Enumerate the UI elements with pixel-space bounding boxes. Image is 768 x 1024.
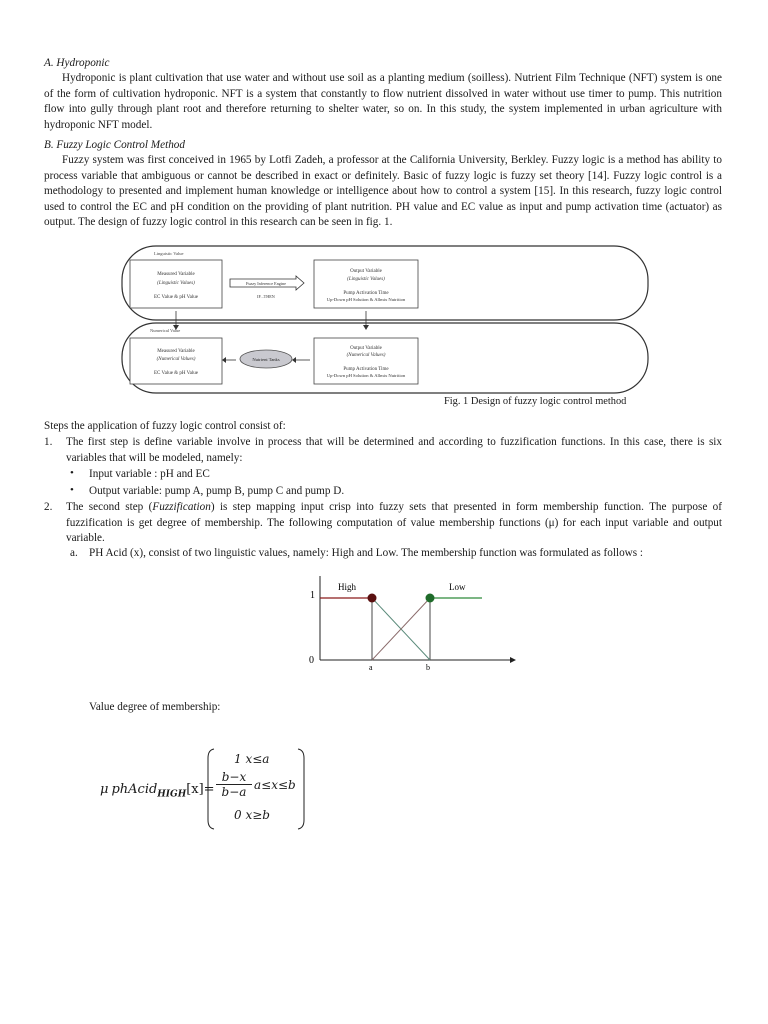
linguistic-label: Linguistic Value bbox=[154, 251, 184, 256]
formula-case2-numerator: b−x bbox=[216, 770, 252, 785]
formula-lhs bbox=[100, 782, 215, 800]
fuzzy-control-diagram bbox=[118, 243, 658, 395]
point-b bbox=[426, 594, 435, 603]
tr-line4: Up-Down pH Solution & Allmix Nutrition bbox=[326, 297, 406, 302]
br-line2: (Numerical Values) bbox=[346, 353, 386, 358]
formula-subscript: HIGH bbox=[157, 789, 187, 800]
section-b-heading: B. Fuzzy Logic Control Method bbox=[44, 139, 185, 151]
step2-text bbox=[66, 500, 722, 547]
membership-function-chart bbox=[300, 570, 520, 678]
bullet-2-glyph: • bbox=[70, 484, 74, 496]
formula-case3: 0 x≥b bbox=[234, 808, 270, 822]
step1-number: 1. bbox=[44, 436, 53, 448]
inference-sublabel: IF...THEN bbox=[257, 294, 275, 299]
value-degree-label: Value degree of membership: bbox=[89, 701, 221, 713]
bullet-2-text: Output variable: pump A, pump B, pump C and pump D. bbox=[89, 485, 345, 497]
x-label-b: b bbox=[426, 663, 430, 672]
y-label-zero: 0 bbox=[309, 655, 314, 666]
formula-mu: μ bbox=[100, 782, 109, 797]
step1-text: The first step is define variable involve in process that will be determined and according to fuzzification functions. In this case, there is six variables that will be modeled, namely: bbox=[66, 436, 722, 464]
section-b-text: Fuzzy system was first conceived in 1965 by Lotfi Zadeh, a professor at the California University, Berkley. Fuzzy logic is a method has ability to process variable that ambiguous or cannot be described in exact or definitely. Basic of fuzzy logic is fuzzy set theory [14]. Fuzzy logic control is a methodology to presented and implement human knowledge or intelligence about how to control a system [15]. In this research, fuzzy logic control used to control the EC and pH condition on the providing of plant nutrition. PH value and EC value as input and pump activation time (actuator) as output. The design of fuzzy logic control in this research can be seen in fig. 1. bbox=[44, 154, 722, 229]
right-paren bbox=[296, 748, 306, 830]
tr-line2: (Linguistic Values) bbox=[347, 277, 385, 282]
left-paren bbox=[206, 748, 216, 830]
step2-pre: The second step ( bbox=[66, 501, 153, 513]
bl-line1: Measured Variable bbox=[157, 349, 195, 354]
numerical-label: Numerical Value bbox=[150, 328, 181, 333]
steps-intro: Steps the application of fuzzy logic control consist of: bbox=[44, 420, 286, 432]
tr-line1: Output Variable bbox=[350, 269, 382, 274]
step2-number: 2. bbox=[44, 501, 53, 513]
formula-case1: 1 x≤a bbox=[234, 752, 270, 766]
down-arrow-right-head bbox=[363, 325, 369, 330]
step2-italic: Fuzzification bbox=[152, 501, 211, 513]
br-line4: Up-Down pH Solution & Allmix Nutrition bbox=[326, 373, 406, 378]
point-a bbox=[368, 594, 377, 603]
section-b-paragraph bbox=[44, 153, 722, 231]
bl-line2: (Numerical Values) bbox=[156, 357, 196, 362]
arrow-left-head bbox=[222, 357, 226, 363]
figure-caption: Fig. 1 Design of fuzzy logic control method bbox=[444, 396, 627, 407]
x-label-a: a bbox=[369, 663, 373, 672]
step2-post: ) is step mapping input crisp into fuzzy sets that presented in form membership function. The purpose of fuzzification is get degree of membership. The following computation of value membership functions (μ) for each input variable and output variable. bbox=[66, 501, 722, 545]
formula-case2-cond: a≤x≤b bbox=[254, 778, 296, 792]
high-label: High bbox=[338, 582, 356, 592]
sub-a-text: PH Acid (x), consist of two linguistic values, namely: High and Low. The membership function was formulated as follows : bbox=[89, 547, 643, 559]
x-axis-arrow bbox=[510, 657, 516, 663]
br-line1: Output Variable bbox=[350, 346, 382, 351]
bl-line3: EC Value & pH Value bbox=[154, 371, 198, 376]
formula-case2-fraction bbox=[216, 770, 252, 799]
y-label-one: 1 bbox=[310, 590, 315, 601]
bullet-1-glyph: • bbox=[70, 467, 74, 479]
section-a-text: Hydroponic is plant cultivation that use water and without use soil as a planting medium (soilless). Nutrient Film Technique (NFT) system is one of the form of cultivation hydroponic. NFT is a system that constantly to flow nutrient dissolved in water without use timer to pump. This nutrition flow into gully through plant root and therefore returning to shelter water, so on. In this study, the system implemented in urban agriculture with hydroponic NFT model. bbox=[44, 72, 722, 131]
section-a-heading: A. Hydroponic bbox=[44, 57, 110, 69]
tl-line3: EC Value & pH Value bbox=[154, 295, 198, 300]
tl-line1: Measured Variable bbox=[157, 272, 195, 277]
section-a-paragraph bbox=[44, 71, 722, 133]
membership-formula bbox=[100, 748, 340, 830]
sub-a-letter: a. bbox=[70, 547, 78, 559]
inference-label: Fuzzy Inference Engine bbox=[246, 281, 286, 286]
formula-name: phAcid bbox=[111, 782, 158, 797]
formula-case2-denominator: b−a bbox=[221, 785, 247, 799]
bullet-1-text: Input variable : pH and EC bbox=[89, 468, 210, 480]
arrow-right-head bbox=[292, 357, 296, 363]
nutrient-tank-label: Nutrient Tanks bbox=[252, 357, 280, 362]
low-label: Low bbox=[449, 582, 466, 592]
formula-arg: [x]= bbox=[186, 782, 215, 797]
br-line3: Pump Activation Time bbox=[343, 367, 389, 372]
tl-line2: (Linguistic Values) bbox=[157, 281, 195, 286]
tr-line3: Pump Activation Time bbox=[343, 291, 389, 296]
